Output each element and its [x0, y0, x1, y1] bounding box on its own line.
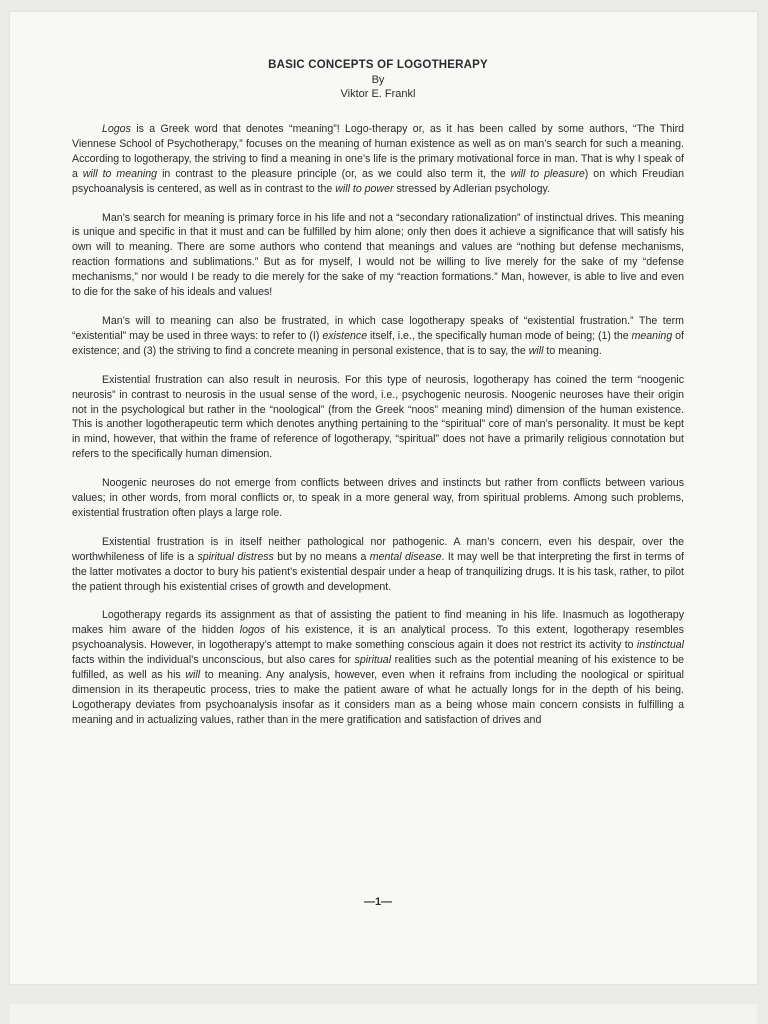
text-run: but by no means a: [273, 550, 370, 563]
text-run: . It may well be that interpreting the first in terms of the latter motivates a doctor to bury his patient’s existential despair under a heap of tranquilizing drugs. It is his task, rather, to pilot the patient through his existential crises of growth and development.: [72, 550, 684, 593]
italic-text: will: [528, 344, 544, 357]
document-header: [72, 58, 684, 101]
text-run: Man’s will to meaning can also be frustrated, in which case logotherapy speaks of “existential frustration.” The term “existential” may be used in three ways: to refer to (I): [72, 314, 684, 342]
italic-text: will to meaning: [82, 167, 158, 180]
text-run: Existential frustration can also result in neurosis. For this type of neurosis, logotherapy has coined the term “noogenic neurosis” in contrast to neurosis in the usual sense of the word, i.e., psychogenic neurosis. Noogenic neuroses have their origin not in the psychological but rather in the “noological” (from the Greek “noos” meaning mind) dimension of the human existence. This is another logotherapeutic term which denotes anything pertaining to the “spiritual” core of man’s personality. It must be kept in mind, however, that within the frame of reference of logotherapy, “spiritual” does not have a primarily religious connotation but refers to the specifically human dimension.: [72, 373, 684, 461]
italic-text: will to pleasure: [510, 167, 585, 180]
text-run: Man’s search for meaning is primary force in his life and not a “secondary rationalization” of instinctual drives. This meaning is unique and specific in that it must and can be fulfilled by him alone; only then does it achieve a significance that will satisfy his own will to meaning. There are some authors who contend that meanings and values are “nothing but defense mechanisms, reaction formations and sublimations.” But as for myself, I would not be willing to live merely for the sake of my “defense mechanisms,” nor would I be ready to die merely for the sake of my “reaction formations.” Man, however, is able to live and even to die for the sake of his ideals and values!: [72, 211, 684, 299]
text-run: in contrast to the pleasure principle (or, as we could also term it, the: [157, 167, 511, 180]
text-run: Logotherapy regards its assignment as that of assisting the patient to find meaning in his life. Inasmuch as logotherapy makes him aware of the hidden: [72, 609, 684, 637]
paragraph: [72, 211, 684, 300]
author-name: Viktor E. Frankl: [340, 88, 416, 100]
text-run: ) on which Freudian psychoanalysis is centered, as well as in contrast to the: [72, 167, 684, 195]
italic-text: spiritual distress: [197, 550, 274, 563]
text-run: of his existence, it is an analytical process. To this extent, logotherapy resembles psychoanalysis. However, in logotherapy’s attempt to make something conscious again it does not restrict its activity to: [72, 624, 684, 652]
italic-text: meaning: [631, 329, 673, 342]
paragraph: [72, 122, 684, 197]
next-page-edge: [10, 1004, 757, 1024]
italic-text: spiritual: [354, 654, 392, 667]
page-number: —1—: [363, 896, 393, 908]
text-run: to meaning. Any analysis, however, even when it refrains from including the noological or spiritual dimension in its therapeutic process, tries to make the patient aware of what he actually longs for in the depth of his being. Logotherapy deviates from psychoanalysis insofar as it considers man as a being whose main concern consists in fulfilling a meaning and in actualizing values, rather than in the mere gratification and satisfaction of drives and: [72, 669, 684, 726]
byline: By: [371, 74, 385, 86]
italic-text: Logos: [102, 123, 131, 135]
paragraph: [72, 608, 684, 727]
italic-text: logos: [239, 624, 266, 637]
text-run: of existence; and (3) the striving to find a concrete meaning in personal existence, that is to say, the: [72, 329, 685, 357]
italic-text: mental disease: [369, 550, 442, 563]
paragraph: [72, 535, 684, 595]
italic-text: will: [185, 669, 201, 682]
text-run: itself, i.e., the specifically human mode of being; (1) the: [367, 329, 632, 342]
text-run: realities such as the potential meaning of his existence to be fulfilled, as well as his: [72, 654, 684, 682]
paragraph: [72, 314, 684, 359]
text-run: stressed by Adlerian psychology.: [393, 182, 550, 195]
page-content: [72, 58, 685, 908]
italic-text: instinctual: [636, 639, 684, 652]
text-run: to meaning.: [543, 344, 602, 357]
paragraph: [72, 476, 684, 521]
italic-text: will to power: [335, 182, 394, 195]
paragraph: [72, 373, 684, 462]
body-text: [72, 122, 684, 728]
italic-text: existence: [322, 329, 368, 342]
text-run: Noogenic neuroses do not emerge from conflicts between drives and instincts but rather from conflicts between various values; in other words, from moral conflicts or, to speak in a more general way, from spiritual problems. Among such problems, existential frustration often plays a large role.: [72, 477, 684, 519]
text-run: is a Greek word that denotes “meaning”! Logo-therapy or, as it has been called by some authors, “The Third Viennese School of Psychotherapy,” focuses on the meaning of human existence as well as on man’s search for such a meaning. According to logotherapy, the striving to find a meaning in one’s life is the primary motivational force in man. That is why I speak of a: [72, 123, 684, 180]
document-page: [10, 12, 757, 984]
document-title: BASIC CONCEPTS OF LOGOTHERAPY: [268, 59, 488, 71]
text-run: Existential frustration is in itself neither pathological nor pathogenic. A man’s concern, even his despair, over the worthwhileness of life is a: [72, 535, 684, 563]
text-run: facts within the individual’s unconscious, but also cares for: [72, 654, 355, 667]
